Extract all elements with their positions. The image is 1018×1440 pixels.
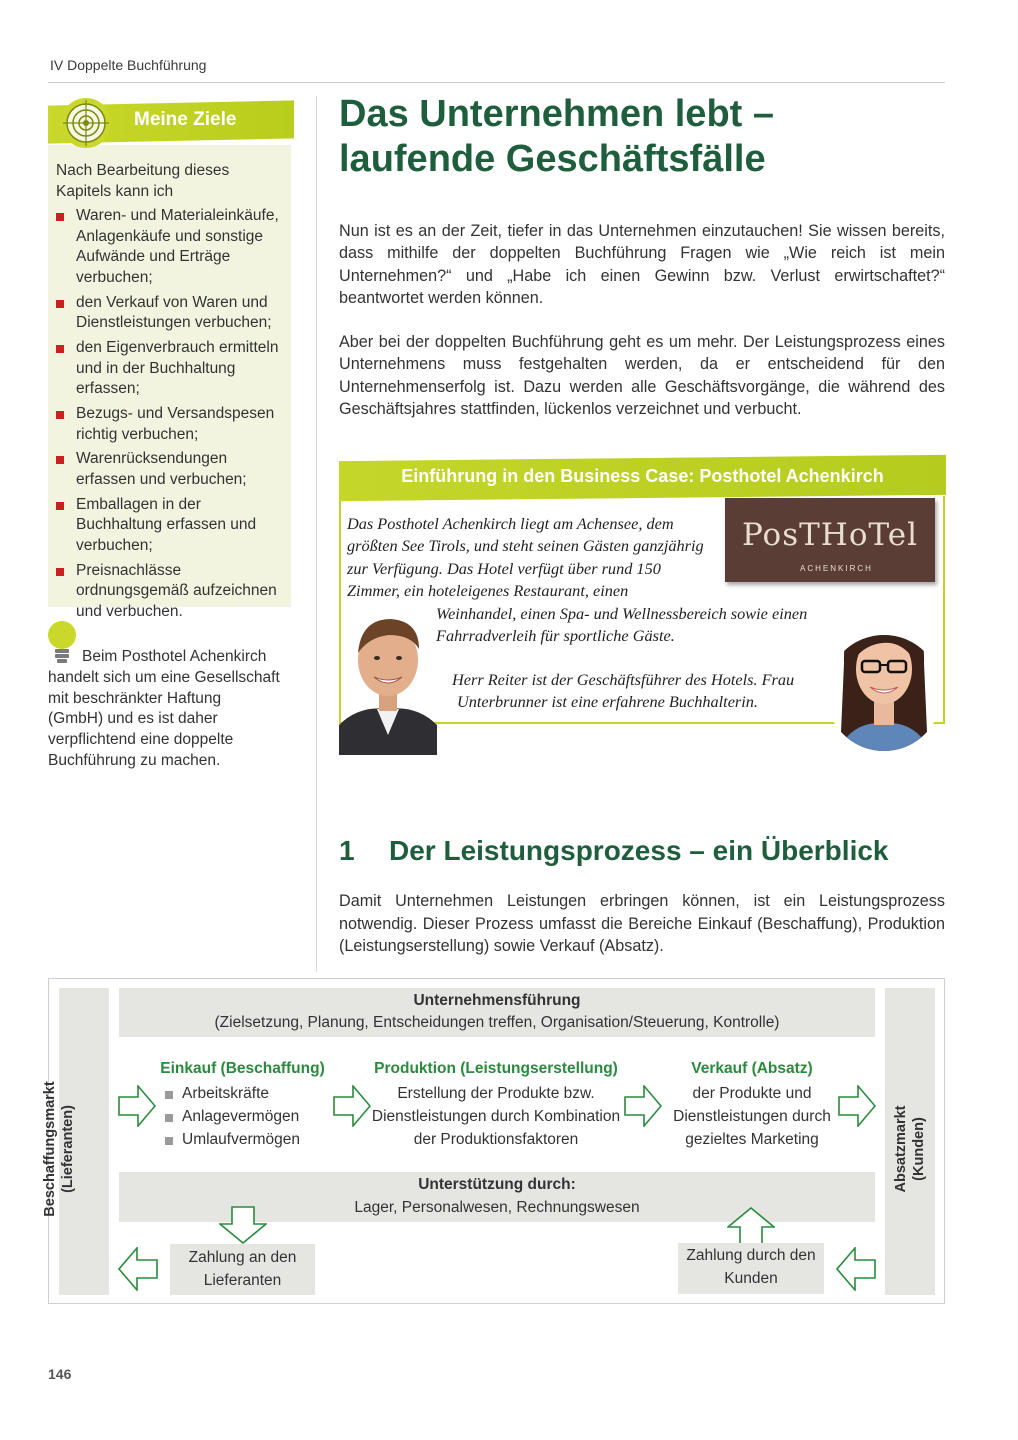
business-case-title: Einführung in den Business Case: Posthotel Achenkirch	[401, 466, 884, 486]
purchasing-list	[160, 1083, 300, 1151]
arrow-down-icon	[219, 1206, 267, 1244]
bullet-icon	[56, 502, 64, 510]
management-sub: (Zielsetzung, Planung, Entscheidungen treffen, Organisation/Steuerung, Kontrolle)	[214, 1014, 780, 1031]
business-case-text: Unterbrunner ist eine erfahrene Buchhalterin.	[457, 692, 758, 711]
production-text: Erstellung der Produkte bzw. Dienstleistungen durch Kombination der Produktionsfaktoren	[371, 1085, 621, 1148]
purchasing-heading: Einkauf (Beschaffung)	[160, 1060, 325, 1077]
goal-text: Bezugs- und Versandspesen richtig verbuchen;	[76, 404, 275, 443]
accountant-portrait	[826, 603, 942, 755]
business-case-text: Das Posthotel Achenkirch liegt am Achensee, dem größten See Tirols, und steht seinen Gästen ganzjährig zur Verfügung. Das Hotel verfügt über rund 150 Zimmer, ein hoteleigenes Restaurant, einen	[347, 514, 704, 601]
sales-market-sub: (Kunden)	[911, 1117, 927, 1181]
logo-wordmark: PosTHoTel	[741, 517, 919, 553]
bullet-icon	[56, 213, 64, 221]
logo-subline: ACHENKIRCH	[800, 564, 873, 573]
manager-portrait	[339, 605, 437, 755]
section-title: Der Leistungsprozess – ein Überblick	[389, 835, 889, 866]
arrow-right-icon	[333, 1085, 371, 1127]
goal-item	[56, 561, 288, 623]
tip-text: Beim Posthotel Achenkirch handelt sich um eine Gesellschaft mit beschränkter Haftung (GmbH) und es ist daher verpflichtend eine doppelte Buchführung zu machen.	[48, 648, 280, 769]
goal-item	[56, 338, 288, 400]
purchasing-item	[160, 1083, 300, 1106]
goals-title: Meine Ziele	[134, 109, 237, 130]
payment-supplier-text: Zahlung an den Lieferanten	[188, 1249, 297, 1289]
goals-intro: Nach Bearbeitung dieses Kapitels kann ich	[56, 162, 230, 200]
column-divider	[316, 96, 317, 972]
purchasing-item-text: Anlagevermögen	[182, 1107, 300, 1125]
support-sub: Lager, Personalwesen, Rechnungswesen	[354, 1199, 640, 1216]
business-case-text: Herr Reiter ist der Geschäftsführer des Hotels. Frau	[452, 670, 795, 689]
bullet-icon	[56, 300, 64, 308]
management-heading: Unternehmensführung	[413, 992, 581, 1009]
sales-text: der Produkte und Dienstleistungen durch gezieltes Marketing	[673, 1085, 831, 1148]
goal-text: Preisnachlässe ordnungsgemäß aufzeichnen und verbuchen.	[76, 561, 277, 620]
bullet-icon	[56, 345, 64, 353]
arrow-left-icon	[118, 1247, 158, 1291]
sales-market-label	[892, 999, 928, 1299]
purchasing-item-text: Umlaufvermögen	[182, 1130, 301, 1148]
arrow-right-icon	[118, 1085, 156, 1127]
goal-text: den Verkauf von Waren und Dienstleistungen verbuchen;	[76, 293, 272, 332]
purchasing-item	[160, 1129, 300, 1152]
goal-text: den Eigenverbrauch ermitteln und in der Buchhaltung erfassen;	[76, 338, 279, 398]
goal-item	[56, 404, 288, 445]
bullet-icon	[56, 411, 64, 419]
goal-item	[56, 495, 288, 557]
sales-heading: Verkauf (Absatz)	[691, 1060, 813, 1077]
square-bullet-icon	[165, 1137, 173, 1145]
purchasing-item-text: Arbeitskräfte	[182, 1085, 270, 1102]
procurement-market-label	[41, 1024, 77, 1274]
support-heading: Unterstützung durch:	[418, 1176, 576, 1193]
square-bullet-icon	[165, 1114, 173, 1122]
arrow-up-icon	[727, 1207, 775, 1245]
business-case-text: Weinhandel, einen Spa- und Wellnessbereich sowie einen Fahrradverleih für sportliche Gäste.	[436, 604, 808, 646]
intro-paragraph: Aber bei der doppelten Buchführung geht es um mehr. Der Leistungsprozess eines Unternehmens muss festgehalten werden, da er entscheidend für den Unternehmenserfolg ist. Dazu werden alle Geschäftsvorgänge, die während des Geschäftsjahres stattfinden, lückenlos verzeichnet und verbucht.	[339, 333, 945, 418]
purchasing-item	[160, 1106, 300, 1129]
square-bullet-icon	[165, 1091, 173, 1099]
page-number: 146	[48, 1366, 72, 1382]
goals-list	[56, 206, 288, 627]
goal-text: Waren- und Materialeinkäufe, Anlagenkäufe und sonstige Aufwände und Erträge verbuchen;	[76, 207, 279, 286]
arrow-right-icon	[624, 1085, 662, 1127]
running-head: IV Doppelte Buchführung	[50, 57, 207, 73]
page-title: Das Unternehmen lebt – laufende Geschäftsfälle	[339, 93, 774, 180]
goal-text: Emballagen in der Buchhaltung erfassen und verbuchen;	[76, 495, 257, 554]
section-paragraph: Damit Unternehmen Leistungen erbringen können, ist ein Leistungsprozess notwendig. Dieser Prozess umfasst die Bereiche Einkauf (Beschaffung), Produktion (Leistungserstellung) sowie Verkauf (Absatz).	[339, 892, 945, 955]
section-number: 1	[339, 835, 355, 866]
procurement-market-sub: (Lieferanten)	[60, 1105, 76, 1193]
bullet-icon	[56, 568, 64, 576]
arrow-left-icon	[836, 1247, 876, 1291]
goal-item	[56, 206, 288, 288]
payment-customer-text: Zahlung durch den Kunden	[686, 1247, 816, 1287]
production-heading: Produktion (Leistungserstellung)	[374, 1060, 618, 1077]
goal-item	[56, 293, 288, 334]
target-icon	[60, 97, 112, 149]
header-divider	[48, 82, 945, 83]
intro-paragraph: Nun ist es an der Zeit, tiefer in das Unternehmen einzutauchen! Sie wissen bereits, dass mithilfe der doppelten Buchführung Fragen wie „Wie reich ist mein Unternehmen?“ und „Habe ich einen Gewinn bzw. Verlust erwirtschaftet?“ beantwortet werden können.	[339, 222, 945, 307]
sales-market-title: Absatzmarkt	[893, 1105, 909, 1193]
arrow-right-icon	[838, 1085, 876, 1127]
goal-text: Warenrücksendungen erfassen und verbuchen;	[76, 450, 247, 488]
procurement-market-title: Beschaffungsmarkt	[42, 1081, 58, 1217]
bullet-icon	[56, 456, 64, 464]
goal-item	[56, 449, 288, 490]
